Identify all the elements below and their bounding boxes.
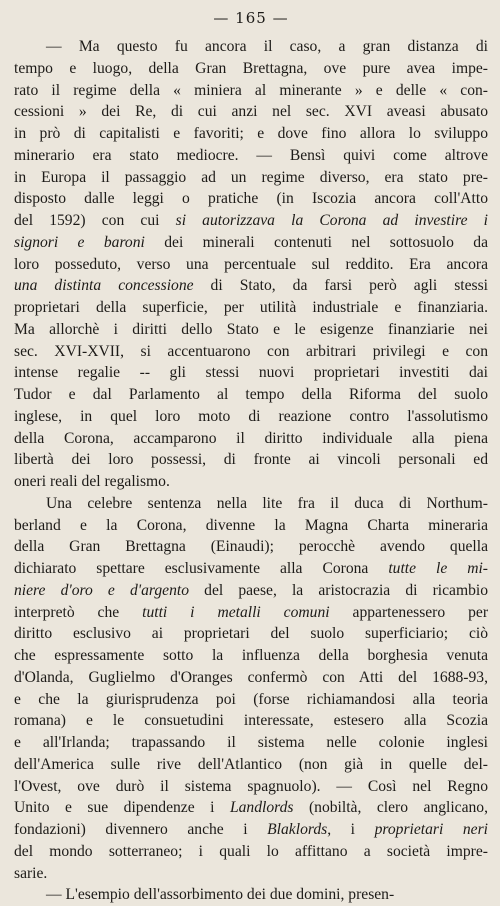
text-span: disposto dalle leggi o pratiche (in Iscozia ancora coll'Atto bbox=[14, 190, 488, 208]
italic-span: Landlords bbox=[229, 799, 294, 817]
paragraph bbox=[14, 36, 488, 493]
text-line bbox=[14, 558, 488, 580]
text-line bbox=[14, 145, 488, 167]
text-span: Una celebre sentenza nella lite fra il duca di Northum- bbox=[46, 494, 488, 512]
text-span: dell'America sulle rive dell'Atlantico (non già in quelle del- bbox=[14, 755, 488, 773]
text-span: Unito e sue dipendenze i bbox=[14, 799, 230, 817]
text-line bbox=[14, 449, 488, 471]
text-span: dei minerali contenuti nel sottosuolo da bbox=[144, 233, 488, 251]
text-line bbox=[14, 384, 488, 406]
text-line bbox=[14, 362, 488, 384]
italic-span: una distinta concessione bbox=[14, 277, 194, 295]
text-line bbox=[14, 58, 488, 80]
text-line bbox=[14, 667, 488, 689]
text-span: berland e la Corona, divenne la Magna Charta mineraria bbox=[14, 516, 488, 534]
text-line bbox=[14, 341, 488, 363]
italic-span: tutti i metalli comuni bbox=[142, 603, 330, 621]
italic-span: signori e baroni bbox=[14, 233, 145, 251]
paragraph bbox=[14, 884, 488, 906]
text-span: (nobiltà, clero anglicano, bbox=[293, 799, 488, 817]
text-span: minerario era stato mediocre. — Bensì quivi come altrove bbox=[14, 146, 488, 164]
text-line bbox=[14, 210, 488, 232]
text-span: della Corona, accamparono il diritto individuale alla piena bbox=[14, 429, 488, 447]
text-span: diritto esclusivo ai proprietari del suolo superficiario; ciò bbox=[14, 625, 488, 643]
text-line bbox=[14, 710, 488, 732]
text-line bbox=[14, 732, 488, 754]
italic-span: tutte le mi- bbox=[388, 560, 488, 577]
text-line bbox=[14, 275, 488, 297]
text-span: e che la giurisprudenza poi (forse richiamandosi alla teoria bbox=[14, 690, 488, 708]
text-line bbox=[14, 319, 488, 341]
paragraph bbox=[14, 493, 488, 885]
text-span: rato il regime della « miniera al minerante » e delle « con- bbox=[14, 81, 488, 99]
text-line bbox=[14, 580, 488, 602]
text-span: del 1592) con cui bbox=[14, 212, 176, 229]
text-line bbox=[14, 123, 488, 145]
text-span: loro posseduto, verso una percentuale sul reddito. Era ancora bbox=[14, 255, 488, 273]
text-span: sec. XVI-XVII, si accentuarono con arbitrari privilegi e con bbox=[14, 342, 488, 360]
text-span: intense regalie -- gli stessi nuovi proprietari investiti dai bbox=[14, 364, 488, 382]
text-span: che espressamente sotto la influenza della borghesia venuta bbox=[14, 647, 488, 664]
text-line bbox=[14, 645, 488, 667]
text-line bbox=[14, 188, 488, 210]
text-span: , i bbox=[327, 821, 375, 838]
text-line bbox=[14, 101, 488, 123]
italic-span: niere d'oro e d'argento bbox=[14, 581, 190, 599]
text-span: del mondo sotterraneo; i quali lo affittano a società impre- bbox=[14, 842, 488, 860]
text-span: — L'esempio dell'assorbimento dei due domini, presen- bbox=[46, 886, 395, 904]
text-span: — Ma questo fu ancora il caso, a gran distanza di bbox=[46, 38, 488, 55]
italic-span: Blaklords bbox=[267, 821, 328, 838]
text-line bbox=[14, 689, 488, 711]
text-span: della Gran Brettagna (Einaudi); perocchè avendo quella bbox=[14, 538, 488, 556]
text-span: l'Ovest, ove durò il sistema spagnuolo). — Così nel Regno bbox=[14, 777, 488, 795]
text-line bbox=[14, 536, 488, 558]
text-line bbox=[14, 167, 488, 189]
text-line bbox=[14, 36, 488, 58]
text-span: Ma allorchè i diritti dello Stato e le esigenze finanziarie nei bbox=[14, 320, 488, 338]
page-number: — 165 — bbox=[213, 9, 289, 27]
text-span: del paese, la aristocrazia di ricambio bbox=[189, 581, 488, 599]
text-span: appartenessero per bbox=[329, 603, 488, 621]
text-line bbox=[14, 232, 488, 254]
text-span: d'Olanda, Guglielmo d'Oranges confermò con Atti del 1688-93, bbox=[14, 668, 488, 686]
text-line bbox=[14, 428, 488, 450]
text-line bbox=[14, 754, 488, 776]
italic-span: proprietari neri bbox=[374, 821, 488, 838]
text-line bbox=[14, 80, 488, 102]
body-text bbox=[14, 36, 488, 906]
text-span: di Stato, da farsi però agli stessi bbox=[193, 277, 488, 295]
text-span: in Europa il passaggio ad un regime diverso, era stato pre- bbox=[14, 168, 488, 186]
italic-span: si autorizzava la Corona ad investire i bbox=[175, 212, 488, 229]
text-span: cessioni » dei Re, di cui anzi nel sec. XVI aveasi abusato bbox=[14, 103, 488, 121]
text-span: e all'Irlanda; trapassando il sistema nelle colonie inglesi bbox=[14, 734, 488, 751]
text-line bbox=[14, 493, 488, 515]
text-span: in prò di capitalisti e favoriti; e dove fino allora lo sviluppo bbox=[14, 125, 488, 142]
text-line bbox=[14, 819, 488, 841]
text-span: libertà dei loro possessi, di fronte ai vincoli personali ed bbox=[14, 451, 488, 469]
text-span: Tudor e dal Parlamento al tempo della Riforma del suolo bbox=[14, 386, 488, 403]
text-line bbox=[14, 841, 488, 863]
text-line bbox=[14, 406, 488, 428]
text-line bbox=[14, 602, 488, 624]
text-line bbox=[14, 471, 488, 493]
text-line bbox=[14, 297, 488, 319]
text-line bbox=[14, 797, 488, 819]
text-line bbox=[14, 254, 488, 276]
text-span: proprietari della superficie, per utilità industriale e finanziaria. bbox=[14, 299, 488, 316]
text-span: romana) e le consuetudini interessate, estesero alla Scozia bbox=[14, 712, 488, 730]
text-span: interpretò che bbox=[14, 603, 143, 621]
text-span: fondazioni) divennero anche i bbox=[14, 821, 268, 838]
text-span: inglese, in quel loro moto di reazione contro l'assolutismo bbox=[14, 407, 488, 425]
text-span: sarie. bbox=[14, 864, 48, 882]
text-span: dichiarato spettare esclusivamente alla Corona bbox=[14, 560, 389, 577]
text-line bbox=[14, 515, 488, 537]
text-line bbox=[14, 776, 488, 798]
text-line bbox=[14, 884, 488, 906]
text-line bbox=[14, 623, 488, 645]
text-span: tempo e luogo, della Gran Brettagna, ove pure avea impe- bbox=[14, 59, 488, 77]
text-span: oneri reali del regalismo. bbox=[14, 473, 170, 490]
text-line bbox=[14, 863, 488, 885]
